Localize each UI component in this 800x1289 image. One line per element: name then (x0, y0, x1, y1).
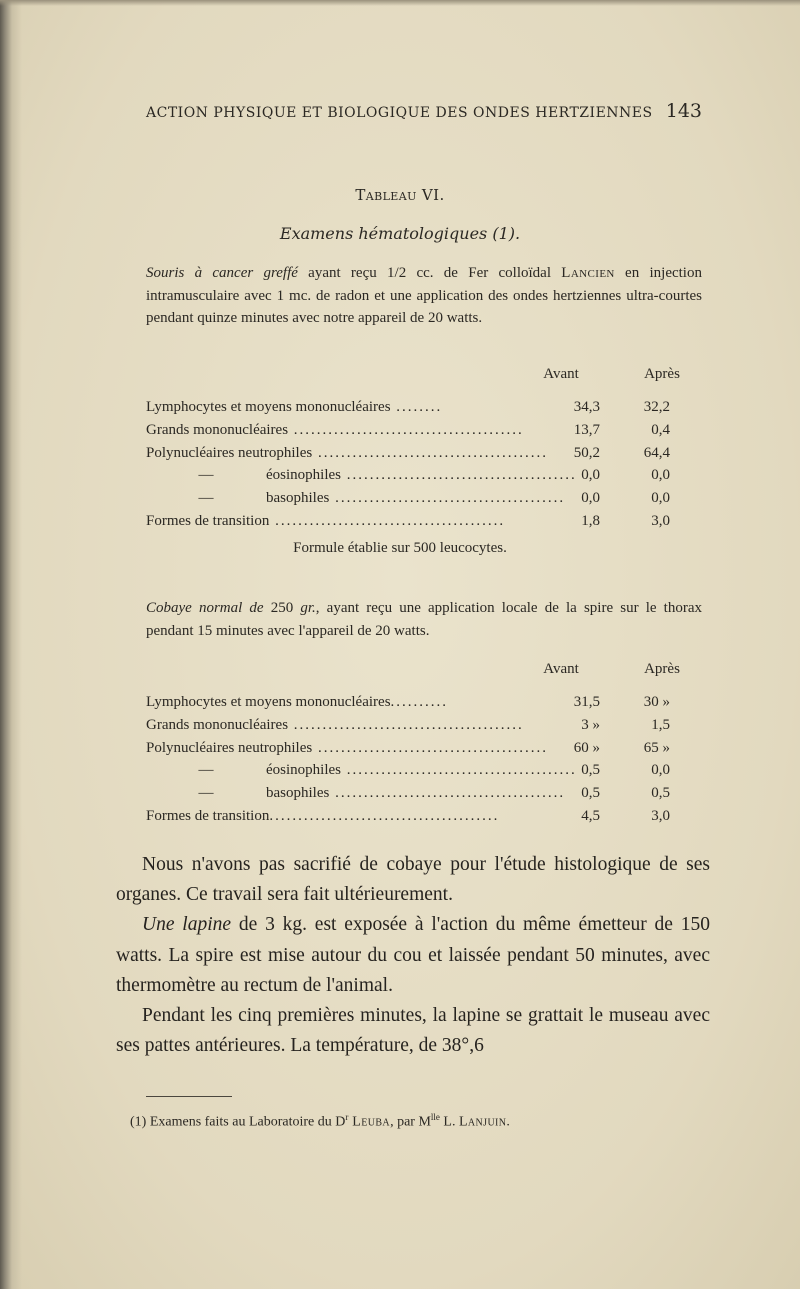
row-label: éosinophiles (266, 467, 341, 484)
footnote-sup-lle: lle (430, 1112, 440, 1122)
experiment1-lancien: Lancien (561, 265, 615, 281)
table-row: Grands mononucléaires ........................................ 13,7 0,4 (146, 419, 702, 442)
row-label: Lymphocytes et moyens mononucléaires (146, 694, 391, 710)
table-row: Formes de transition........................................ 4,5 3,0 (146, 805, 702, 828)
value-before: 60 » (573, 739, 600, 756)
body-paragraph: Pendant les cinq premières minutes, la lapine se grattait le museau avec ses pattes antérieures. La température, de 38°,6 (116, 1005, 710, 1057)
value-after: 3,0 (651, 512, 670, 529)
experiment2-intro (146, 597, 702, 642)
row-label: Grands mononucléaires (146, 716, 289, 733)
value-after: 65 » (643, 739, 670, 756)
experiment2-intro-text-a: 250 (263, 600, 301, 616)
row-label: éosinophiles (266, 762, 341, 779)
experiment1-table (146, 366, 702, 533)
value-before: 3 » (581, 716, 600, 733)
experiment1-subject: Souris à cancer greffé (146, 265, 298, 281)
experiment1-intro-text-a: ayant reçu 1/2 cc. de Fer colloïdal (297, 265, 562, 281)
table-row: — éosinophiles ........................................ 0,5 0,0 (146, 759, 702, 782)
value-before: 1,8 (581, 512, 600, 529)
table-header (146, 366, 702, 396)
value-after: 0,0 (651, 762, 670, 779)
value-after: 30 » (643, 694, 670, 710)
value-before: 4,5 (581, 807, 600, 824)
value-before: 13,7 (573, 421, 600, 438)
table-row: — basophiles ........................................ 0,5 0,5 (146, 782, 702, 805)
table-row: Polynucléaires neutrophiles ........................................ 50,2 64,4 (146, 442, 702, 465)
table-subtitle: Examens hématologiques (1). (279, 224, 521, 243)
row-label: Grands mononucléaires (146, 421, 289, 438)
table-row: Lymphocytes et moyens mononucléaires.......... 31,5 30 » (146, 691, 702, 714)
table-row: — éosinophiles ........................................ 0,0 0,0 (146, 464, 702, 487)
ditto-dash: — (198, 785, 214, 802)
column-before: Avant (543, 366, 579, 382)
column-before: Avant (543, 661, 579, 677)
column-after: Après (644, 366, 680, 382)
footnote-leuba: Leuba (348, 1114, 391, 1130)
value-before: 34,3 (573, 399, 600, 415)
ditto-dash: — (198, 490, 214, 507)
footnote-sup-r: r (345, 1112, 349, 1122)
table-row: — basophiles ........................................ 0,0 0,0 (146, 487, 702, 510)
table-row: Grands mononucléaires ........................................ 3 » 1,5 (146, 714, 702, 737)
experiment2-table (146, 661, 702, 828)
running-header (146, 100, 702, 124)
body-text (116, 850, 710, 1061)
value-after: 0,0 (651, 490, 670, 507)
table-title: Tableau VI. (355, 186, 445, 204)
footnote-rule (146, 1096, 232, 1097)
row-label: basophiles (266, 490, 330, 507)
body-paragraph (116, 910, 710, 1001)
row-label: Polynucléaires neutrophiles (146, 444, 313, 461)
value-before: 0,5 (581, 762, 600, 779)
experiment2-unit: gr. (300, 600, 316, 616)
lapine-italic: Une lapine (142, 914, 232, 936)
page-number: 143 (665, 100, 702, 122)
experiment1-intro-text-b: en injection intramusculaire avec 1 mc. de radon et une application des ondes hertziennes ultra-courtes pendant quinze minutes avec notre appareil de 20 watts. (146, 265, 702, 327)
row-label: Formes de transition (146, 807, 270, 824)
table-row: Lymphocytes et moyens mononucléaires ........ 34,3 32,2 (146, 396, 702, 419)
value-after: 32,2 (643, 399, 670, 415)
footnote-text-b: , par M (390, 1114, 431, 1130)
ditto-dash: — (198, 467, 214, 484)
value-before: 31,5 (573, 694, 600, 710)
footnote-text-d: . (506, 1114, 510, 1130)
formula-note: Formule établie sur 500 leucocytes. (293, 540, 507, 556)
footnote-lanjuin: Lanjuin (458, 1114, 507, 1130)
value-after: 0,4 (651, 421, 670, 438)
column-after: Après (644, 661, 680, 677)
ditto-dash: — (198, 762, 214, 779)
value-before: 0,5 (581, 785, 600, 802)
value-after: 0,5 (651, 785, 670, 802)
row-label: Lymphocytes et moyens mononucléaires (146, 399, 391, 415)
table-header (146, 661, 702, 691)
footnote (130, 1112, 710, 1131)
value-after: 64,4 (643, 444, 670, 461)
value-before: 0,0 (581, 467, 600, 484)
table-row: Formes de transition ........................................ 1,8 3,0 (146, 510, 702, 533)
experiment2-intro-text-b: , ayant reçu une application locale de la spire sur le thorax pendant 15 minutes avec l'appareil de 20 watts. (146, 600, 702, 639)
value-after: 0,0 (651, 467, 670, 484)
page-top-edge (0, 0, 800, 6)
value-before: 50,2 (573, 444, 600, 461)
experiment2-subject: Cobaye normal de (146, 600, 264, 616)
value-after: 3,0 (651, 807, 670, 824)
table-row: Polynucléaires neutrophiles ........................................ 60 » 65 » (146, 737, 702, 760)
row-label: Polynucléaires neutrophiles (146, 739, 313, 756)
experiment1-intro (146, 262, 702, 330)
value-before: 0,0 (581, 490, 600, 507)
row-label: basophiles (266, 785, 330, 802)
footnote-text-a: (1) Examens faits au Laboratoire du D (130, 1114, 346, 1130)
body-paragraph: Nous n'avons pas sacrifié de cobaye pour l'étude histologique de ses organes. Ce travail sera fait ultérieurement. (116, 854, 710, 906)
running-title: ACTION PHYSIQUE ET BIOLOGIQUE DES ONDES HERTZIENNES (146, 105, 653, 121)
body-paragraph-text: de 3 kg. est exposée à l'action du même émetteur de 150 watts. La spire est mise autour du cou et laissée pendant 50 minutes, avec thermomètre au rectum de l'animal. (116, 914, 710, 996)
footnote-text-c: L. (439, 1114, 459, 1130)
value-after: 1,5 (651, 716, 670, 733)
row-label: Formes de transition (146, 512, 270, 529)
